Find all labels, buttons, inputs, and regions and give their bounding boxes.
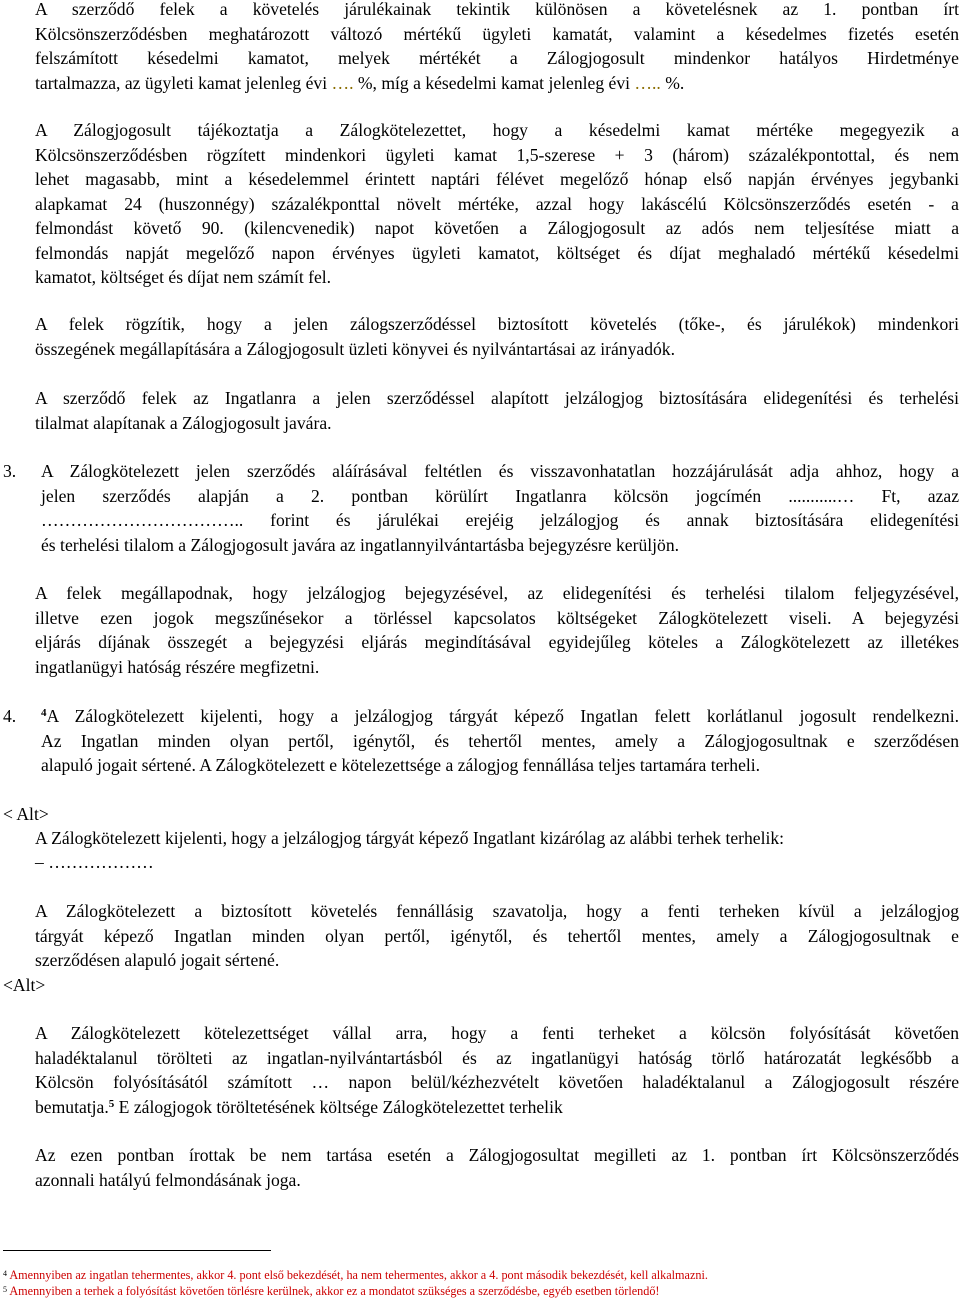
text-line: Kölcsön folyósításától számított … napon belül/kézhezvételt követően haladéktalanul a Zálogjogosult részére bbox=[35, 1072, 959, 1092]
text-line: A Zálogkötelezett kötelezettséget vállal arra, hogy a fenti terheket a kölcsön folyósítását követően bbox=[35, 1023, 959, 1043]
text-line: lehet magasabb, mint a késedelemmel érintett naptári félévet megelőző hónap első napján érvényes jegybanki bbox=[35, 169, 959, 189]
text-line: felszámított késedelmi kamatot, melyek mértékét a Zálogjogosult mindenkor hatályos Hirdetménye bbox=[35, 48, 959, 68]
footnote-ref[interactable]: 5 bbox=[108, 1097, 115, 1110]
footnote bbox=[3, 1267, 953, 1283]
footnote-number: 5 bbox=[3, 1285, 7, 1294]
text-line: eljárás díjának összegét a bejegyzési eljárás megindításával egyidejűleg köteles a Zálogkötelezett az illetékes bbox=[35, 632, 959, 652]
text-line: alapkamat 24 (huszonnégy) százalékponttal növelt mértéke, azzal hogy lakáscélú Kölcsönszerződés esetén - a bbox=[35, 193, 959, 214]
text-line: jelen szerződés alapján a 2. pontban körülírt Ingatlanra kölcsön jogcímén ...........… Ft, azaz bbox=[41, 485, 959, 506]
text-line: ingatlanügyi hatóság részére megfizetni. bbox=[35, 656, 320, 677]
text-line: A felek rögzítik, hogy a jelen zálogszerződéssel biztosított követelés (tőke-, és járulékok) mindenkori bbox=[35, 314, 959, 334]
footnote bbox=[3, 1283, 953, 1299]
text-line: felmondást követő 90. (kilencvenedik) napot követően a Zálogjogosult az adós nem teljesítése miatt a bbox=[35, 218, 959, 238]
text-line: és terhelési tilalom a Zálogjogosult javára az ingatlannyilvántartásba bejegyzésre kerüljön. bbox=[41, 534, 680, 555]
section-3-text bbox=[41, 459, 959, 557]
footnote-ref[interactable]: 4 bbox=[41, 707, 47, 719]
text-fragment: bemutatja. bbox=[35, 1096, 109, 1117]
text-line: szerződésen alapuló jogait sértené. bbox=[35, 950, 280, 970]
alt-paragraph-warranty bbox=[35, 899, 959, 973]
text-line: Az ezen pontban írottak be nem tartása esetén a Zálogjogosultat megilleti az 1. pontban írt Kölcsönszerződés bbox=[35, 1145, 959, 1165]
paragraph-interest bbox=[35, 0, 959, 95]
text-line bbox=[35, 71, 959, 96]
text-line: haladéktalanul törölteti az ingatlan-nyilvántartásból és az ingatlanügyi hatóság törlő határozatát legkésőbb a bbox=[35, 1047, 959, 1068]
text-line: összegének megállapítására a Zálogjogosult üzleti könyvei és nyilvántartásai az irányadók. bbox=[35, 338, 675, 359]
footnote-number: 4 bbox=[3, 1269, 7, 1278]
text-line: tilalmat alapítanak a Zálogjogosult javára. bbox=[35, 412, 332, 433]
footnote-text: Amennyiben az ingatlan tehermentes, akkor 4. pont első bekezdését, ha nem tehermentes, akkor a 4. pont második bekezdését, kell alkalmazni. bbox=[9, 1268, 708, 1282]
text-line: A Zálogkötelezett kijelenti, hogy a jelzálogjog tárgyát képező Ingatlant kizárólag az alábbi terhek terhelik: bbox=[35, 828, 785, 848]
text-line: Az Ingatlan minden olyan pertől, igénytől, és tehertől mentes, amely a Zálogjogosultnak e szerződésen bbox=[41, 730, 959, 751]
alt-paragraph-encumbrances bbox=[35, 826, 959, 851]
paragraph-records bbox=[35, 312, 959, 361]
alt-close-marker: <Alt> bbox=[3, 975, 46, 995]
text-line: Kölcsönszerződésben rögzített mindenkori ügyleti kamat 1,5-szerese + 3 (három) százalékpontottal, és nem bbox=[35, 144, 959, 165]
text-line: kamatot, költséget és díjat nem számít fel. bbox=[35, 267, 332, 287]
text-line: tárgyát képező Ingatlan minden olyan pertől, igénytől, és tehertől mentes, amely a Zálogjogosultnak e bbox=[35, 925, 959, 946]
blank-dots: ….. bbox=[634, 72, 661, 93]
paragraph-deletion bbox=[35, 1021, 959, 1119]
text-line: azonnali hatályú felmondásának joga. bbox=[35, 1169, 301, 1190]
text-line: Kölcsönszerződésben meghatározott változó mértékű ügyleti kamatát, valamint a késedelmes fizetés esetén bbox=[35, 23, 959, 44]
text-line: A szerződő felek a követelés járulékainak tekintik különösen a követelésnek az 1. pontban írt bbox=[35, 0, 959, 19]
paragraph-termination bbox=[35, 1143, 959, 1192]
paragraph-late-interest bbox=[35, 118, 959, 290]
paragraph-prohibition bbox=[35, 386, 959, 435]
list-item: – ……………… bbox=[35, 852, 154, 872]
section-4-text bbox=[41, 704, 959, 778]
text-line: alapuló jogait sértené. A Zálogkötelezett e kötelezettsége a zálogjog fennállása teljes tartamára terheli. bbox=[41, 755, 761, 775]
footnote-separator bbox=[3, 1250, 271, 1251]
text-line bbox=[35, 1095, 959, 1120]
text-line: A felek megállapodnak, hogy jelzálogjog bejegyzésével, az elidegenítési és terhelési tilalom feljegyzésével, bbox=[35, 583, 959, 603]
text-line: A Zálogjogosult tájékoztatja a Zálogkötelezettet, hogy a késedelmi kamat mértéke megegyezik a bbox=[35, 120, 959, 140]
text-line bbox=[41, 704, 959, 729]
paragraph-costs bbox=[35, 581, 959, 679]
section-number: 4. bbox=[3, 706, 17, 726]
alt-open-marker: < Alt> bbox=[3, 804, 49, 824]
text-fragment: tartalmazza, az ügyleti kamat jelenleg évi bbox=[35, 72, 332, 93]
text-fragment: E zálogjogok töröltetésének költsége Zálogkötelezettet terhelik bbox=[114, 1096, 563, 1117]
text-line: …………………………….. forint és járulékai erejéig jelzálogjog és annak biztosítására elidegenítési bbox=[41, 510, 959, 530]
text-line: A Zálogkötelezett a biztosított követelés fennállásig szavatolja, hogy a fenti terheken kívül a jelzálogjog bbox=[35, 901, 959, 921]
text-line: felmondás napját megelőző napon érvényes ügyleti kamatot, költséget és díjat meghaladó mértékű késedelmi bbox=[35, 242, 959, 263]
text-line: A Zálogkötelezett jelen szerződés aláírásával feltétlen és visszavonhatatlan hozzájárulását adja ahhoz, hogy a bbox=[41, 461, 959, 481]
section-number: 3. bbox=[3, 461, 17, 481]
text-line: A szerződő felek az Ingatlanra a jelen szerződéssel alapított jelzálogjog biztosítására elidegenítési és terhelési bbox=[35, 388, 959, 408]
text-fragment: %, míg a késedelmi kamat jelenleg évi bbox=[353, 72, 635, 93]
text-fragment: %. bbox=[660, 72, 685, 93]
text-fragment: A Zálogkötelezett kijelenti, hogy a jelzálogjog tárgyát képező Ingatlan felett korlátlanul jogosult rendelkezni. bbox=[46, 706, 959, 726]
text-line: illetve ezen jogok megszűnésekor a törléssel kapcsolatos költségeket Zálogkötelezett viseli. A bejegyzési bbox=[35, 607, 959, 628]
alt-list bbox=[35, 850, 959, 875]
blank-dots: …. bbox=[331, 72, 354, 93]
footnote-text: Amennyiben a terhek a folyósítást követően törlésre kerülnek, akkor ez a mondatot szükséges a szerződésbe, egyéb esetben törlendő! bbox=[9, 1284, 660, 1298]
